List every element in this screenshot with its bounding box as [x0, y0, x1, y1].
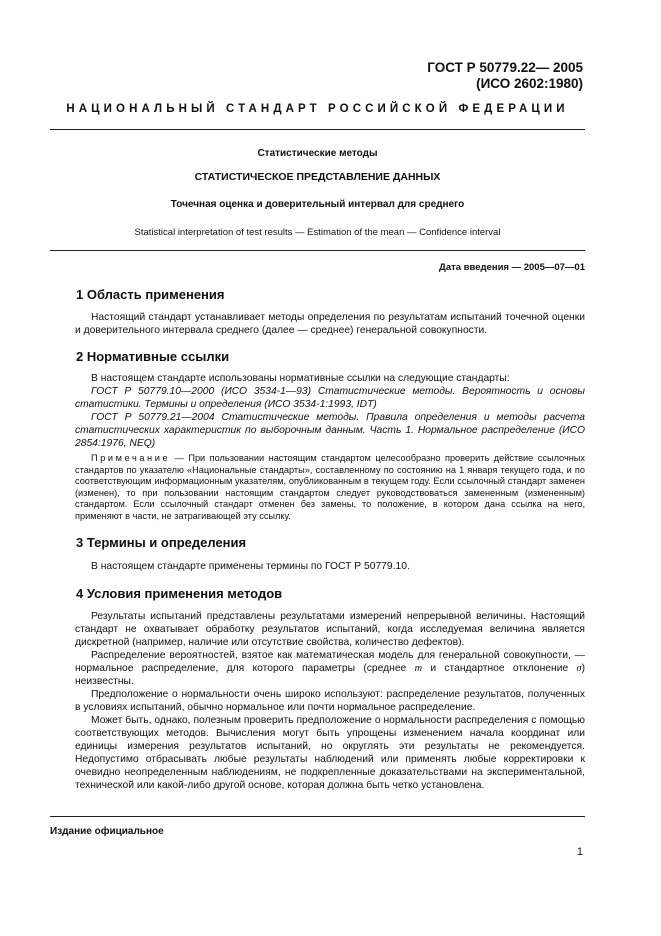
title-divider	[50, 250, 585, 251]
p2-part-c: ) неизвестны.	[75, 663, 585, 687]
official-edition-label: Издание официальное	[50, 826, 164, 837]
gost-number: ГОСТ Р 50779.22— 2005	[427, 60, 583, 75]
sub-title: Точечная оценка и доверительный интервал для среднего	[170, 199, 465, 210]
main-title: СТАТИСТИЧЕСКОЕ ПРЕДСТАВЛЕНИЕ ДАННЫХ	[194, 171, 441, 183]
iso-number: (ИСО 2602:1980)	[476, 76, 583, 91]
p2-part-a: Распределение вероятностей, взятое как математическая модель для генеральной совокупности, — нормальное распределение, для которого параметры (среднее	[75, 650, 585, 674]
section-2-intro: В настоящем стандарте использованы нормативные ссылки на следующие стандарты:	[91, 373, 510, 384]
p2-part-b: и стандартное отклонение	[422, 663, 577, 674]
section-4-heading: 4 Условия применения методов	[76, 586, 283, 601]
standard-code	[427, 60, 583, 92]
section-4-paragraph-2	[75, 649, 585, 688]
section-4-paragraph-4: Может быть, однако, полезным проверить предположение о нормальности распределения с помощью соответствующих методов. Вычисления могут быть упрощены изменением начала координат или единицы измерения результатов испытаний, но округлять эти результаты не рекомендуется. Недопустимо отбрасывать любые результаты наблюдений или применять любые корректировки к очевидно неопределенным наблюдениям, не подкрепленные доказательствами на экспериментальной, технической или какой-либо другой основе, которая должна быть четко установлена.	[75, 715, 585, 791]
english-title: Statistical interpretation of test results — Estimation of the mean — Confidence interval	[134, 227, 501, 238]
section-4-paragraph-1: Результаты испытаний представлены результатами измерений непрерывной величины. Настоящий стандарт не охватывает обработку результатов испытаний, когда исследуемая величина является дискретной (например, наличие или отсутствие свойства, количество дефектов).	[75, 611, 585, 648]
section-2-heading: 2 Нормативные ссылки	[76, 349, 230, 364]
section-1-paragraph: Настоящий стандарт устанавливает методы определения по результатам испытаний точечной оценки и доверительного интервала среднего (далее — среднее) генеральной совокупности.	[75, 312, 585, 336]
section-3-paragraph: В настоящем стандарте применены термины по ГОСТ Р 50779.10.	[91, 561, 410, 572]
introduction-date: Дата введения — 2005—07—01	[439, 262, 585, 273]
section-1-body	[75, 311, 585, 337]
section-1-heading: 1 Область применения	[76, 287, 225, 302]
national-standard-banner: НАЦИОНАЛЬНЫЙ СТАНДАРТ РОССИЙСКОЙ ФЕДЕРАЦИИ	[66, 103, 569, 115]
section-4-body	[75, 610, 585, 792]
section-3-body	[75, 560, 585, 573]
note-label: Примечание	[91, 453, 171, 463]
section-2-note	[75, 453, 585, 523]
note-text: — При пользовании настоящим стандартом целесообразно проверить действие ссылочных стандартов по указателю «Национальные стандарты», составленному по состоянию на 1 января текущего года, и по соответствующим информационным указателям, опубликованным в текущем году. Если ссылочный стандарт заменен (изменен), то при пользовании настоящим стандартом следует руководствоваться замененным (измененным) стандартом. Если ссылочный стандарт отменен без замены, то положение, в котором дана ссылка на него, применяют в части, не затрагивающей эту ссылку.	[75, 453, 585, 521]
footer-divider	[50, 816, 585, 817]
reference-gost-50779-21: ГОСТ Р 50779.21—2004 Статистические методы. Правила определения и методы расчета статистических характеристик по выборочным данным. Часть 1. Нормальное распределение (ИСО 2854:1976, NEQ)	[75, 412, 585, 449]
reference-gost-50779-10: ГОСТ Р 50779.10—2000 (ИСО 3534-1—93) Статистические методы. Вероятность и основы статистики. Термины и определения (ИСО 3534-1:1993, IDT)	[75, 386, 585, 410]
section-2-body	[75, 372, 585, 523]
series-title: Статистические методы	[257, 148, 378, 159]
top-divider	[50, 129, 585, 130]
section-4-paragraph-3: Предположение о нормальности очень широко используют: распределение результатов, полученных в условиях испытаний, обычно нормальное или почти нормальное распределение.	[75, 689, 585, 713]
section-3-heading: 3 Термины и определения	[76, 535, 247, 550]
mean-symbol: m	[414, 663, 423, 674]
sigma-symbol: σ	[576, 663, 582, 674]
page-number: 1	[576, 846, 583, 858]
